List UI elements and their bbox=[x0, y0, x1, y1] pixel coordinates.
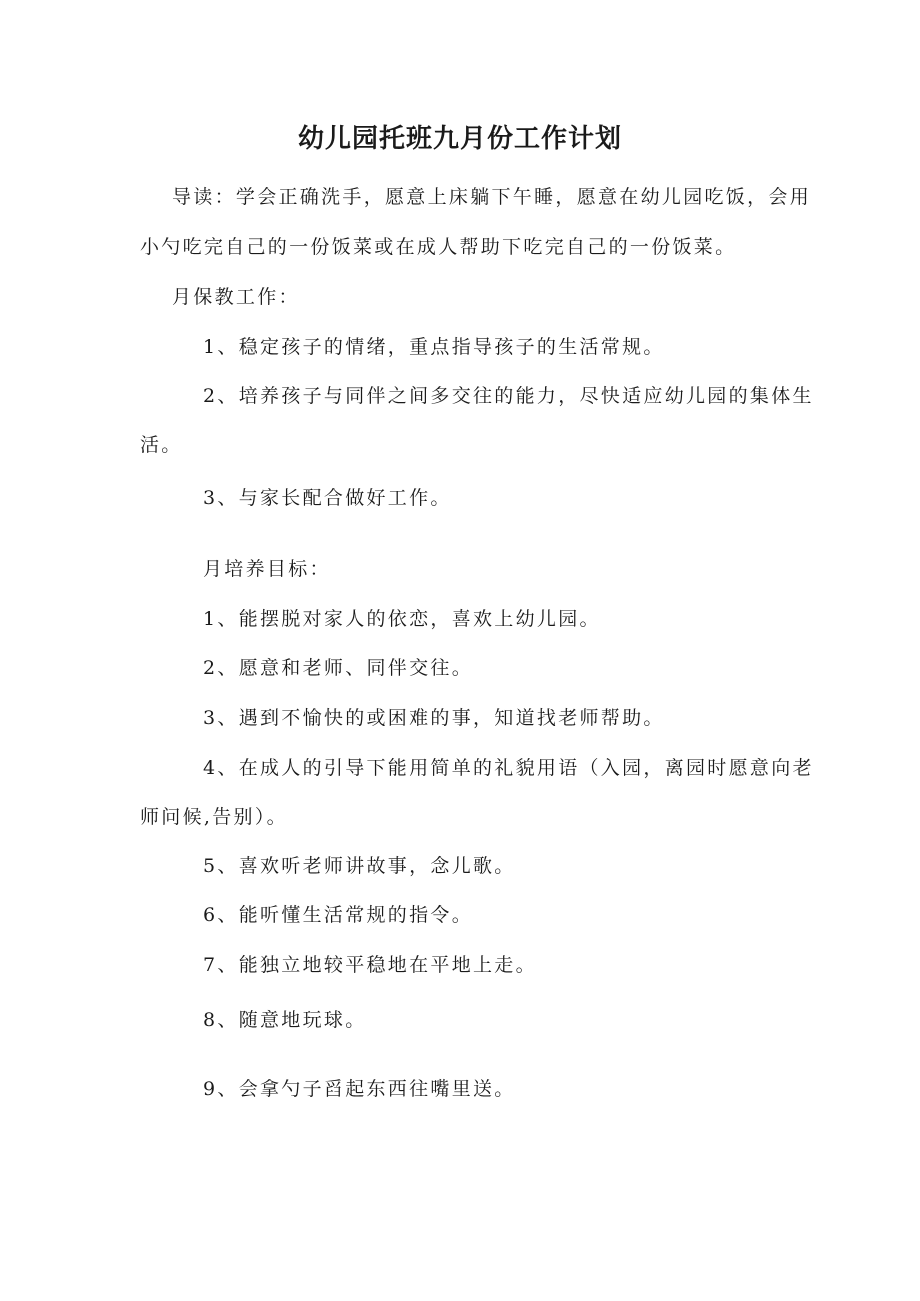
goals-item-3: 3、遇到不愉快的或困难的事，知道找老师帮助。 bbox=[203, 707, 665, 729]
care-work-item-1: 1、稳定孩子的情绪，重点指导孩子的生活常规。 bbox=[203, 336, 665, 358]
goals-item-1: 1、能摆脱对家人的依恋，喜欢上幼儿园。 bbox=[203, 608, 601, 630]
goals-item-2: 2、愿意和老师、同伴交往。 bbox=[203, 657, 473, 679]
document-title: 幼儿园托班九月份工作计划 bbox=[297, 124, 622, 154]
care-work-item-2-line-1: 2、培养孩子与同伴之间多交往的能力，尽快适应幼儿园的集体生 bbox=[203, 385, 814, 407]
care-work-item-3: 3、与家长配合做好工作。 bbox=[203, 487, 452, 509]
care-work-heading: 月保教工作： bbox=[172, 286, 300, 308]
goals-item-8: 8、随意地玩球。 bbox=[203, 1009, 367, 1031]
goals-item-4-line-1: 4、在成人的引导下能用简单的礼貌用语（入园，离园时愿意向老 bbox=[203, 757, 814, 779]
care-work-item-2-line-2: 活。 bbox=[140, 434, 183, 456]
goals-item-6: 6、能听懂生活常规的指令。 bbox=[203, 904, 473, 926]
goals-item-4-line-2: 师问候,告别）。 bbox=[140, 806, 288, 828]
goals-item-5: 5、喜欢听老师讲故事，念儿歌。 bbox=[203, 855, 516, 877]
goals-item-9: 9、会拿勺子舀起东西往嘴里送。 bbox=[203, 1078, 516, 1100]
goals-heading: 月培养目标： bbox=[203, 558, 331, 580]
intro-line-1: 导读：学会正确洗手，愿意上床躺下午睡，愿意在幼儿园吃饭，会用 bbox=[172, 186, 812, 208]
intro-line-2: 小勺吃完自己的一份饭菜或在成人帮助下吃完自己的一份饭菜。 bbox=[140, 236, 737, 258]
goals-item-7: 7、能独立地较平稳地在平地上走。 bbox=[203, 954, 537, 976]
